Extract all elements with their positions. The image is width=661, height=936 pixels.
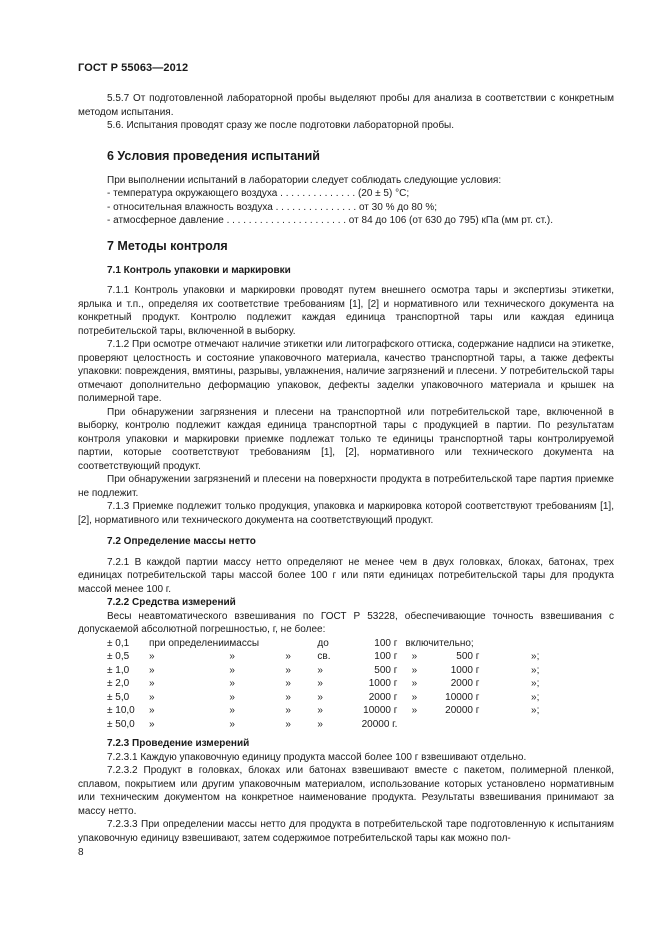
tolerance-cell: [431, 718, 479, 732]
tolerance-cell: »: [285, 651, 291, 662]
tolerance-cell: »: [229, 705, 235, 716]
tolerance-cell: 500 г: [374, 664, 398, 676]
tolerance-cell: 1000 г: [450, 664, 480, 676]
tolerance-cell: до: [317, 637, 329, 649]
paragraph-7-1-3: 7.1.3 Приемке подлежит только продукция, упаковка и маркировка которой соответствуют требованиям [1], [2], нормативного или технического документа на соответствующий продукт.: [78, 501, 614, 526]
tolerance-cell: »;: [531, 705, 540, 716]
tolerance-cell: ± 1,0: [107, 664, 130, 676]
paragraph-7-2-3-1: 7.2.3.1 Каждую упаковочную единицу продукта массой более 100 г взвешивают отдельно.: [107, 751, 527, 763]
tolerance-cell: »: [149, 691, 155, 703]
paragraph-7-1-2-c: При обнаружении загрязнений и плесени на поверхности продукта в потребительской таре партия приемке не подлежит.: [78, 474, 614, 499]
page-number: 8: [78, 847, 84, 858]
condition-humidity: - относительная влажность воздуха . . . . . . . . . . . . . . . от 30 % до 80 %;: [107, 201, 437, 213]
section-5-tail: [78, 92, 614, 133]
subsection-7-1-title: 7.1 Контроль упаковки и маркировки: [107, 264, 291, 276]
tolerance-cell: 2000 г: [450, 678, 480, 689]
paragraph-7-2-3-2: 7.2.3.2 Продукт в головках, блоках или батонах взвешивают вместе с пакетом, полимерной пленкой, сплавом, покрытием или другим упаковочным материалом, использование которых установлено нормативным или техническим документом на конкретное наименование продукта. Результаты взвешивания принимают за массу нетто.: [78, 765, 614, 817]
tolerance-cell: »: [317, 718, 323, 730]
tolerance-cell: »;: [531, 691, 540, 703]
tolerance-cell: при определении: [149, 637, 230, 649]
section-6: [78, 150, 614, 228]
tolerance-cell: »: [411, 664, 418, 676]
tolerance-cell: »: [411, 678, 418, 689]
document-code: ГОСТ Р 55063—2012: [78, 62, 189, 74]
tolerance-row: [107, 704, 543, 718]
tolerance-cell: »;: [531, 664, 540, 676]
tolerance-cell: массы: [229, 637, 260, 649]
tolerance-cell: 100 г: [374, 651, 398, 662]
tolerance-cell: »: [149, 678, 155, 689]
tolerance-cell: »: [285, 678, 291, 689]
tolerance-cell: »: [149, 664, 155, 676]
section-6-title: 6 Условия проведения испытаний: [107, 149, 320, 163]
tolerance-cell: »: [229, 678, 235, 689]
paragraph-7-2-1: 7.2.1 В каждой партии массу нетто определяют не менее чем в двух головках, блоках, батонах, трех единицах потребительской тары массой более 100 г или пяти единицах потребительской тары для продукта массой менее 100 г.: [78, 556, 614, 595]
tolerance-cell: 10000 г: [445, 691, 480, 703]
tolerance-cell: ± 2,0: [107, 678, 130, 689]
tolerance-table: [107, 637, 543, 732]
tolerance-row: [107, 650, 543, 664]
tolerance-cell: »: [317, 664, 323, 676]
tolerance-cell: 2000 г: [368, 691, 398, 703]
section-6-intro: При выполнении испытаний в лаборатории следует соблюдать следующие условия:: [107, 174, 502, 186]
tolerance-cell: ± 5,0: [107, 691, 130, 703]
subsection-7-2-title: 7.2 Определение массы нетто: [107, 536, 256, 547]
tolerance-cell: 500 г: [456, 651, 480, 662]
tolerance-cell: »: [285, 718, 291, 730]
subsection-7-2-2-title: 7.2.2 Средства измерений: [107, 597, 236, 608]
condition-temperature: - температура окружающего воздуха . . . . . . . . . . . . . . (20 ± 5) °С;: [107, 188, 410, 199]
tolerance-cell: »: [411, 705, 418, 716]
paragraph-7-1-1: 7.1.1 Контроль упаковки и маркировки проводят путем внешнего осмотра тары и экспертизы этикетки, ярлыка и т.п., определяя их соответствие требованиям [1], [2] и нормативного или технического документа на конкретный продукт. Контролю подлежит каждая единица транспортной тары или каждая единица потребительской тары, включенной в выборку.: [78, 285, 614, 337]
paragraph-5-6: 5.6. Испытания проводят сразу же после подготовки лабораторной пробы.: [107, 120, 455, 131]
paragraph-7-2-2: Весы неавтоматического взвешивания по ГОСТ Р 53228, обеспечивающие точность взвешивания с допускаемой абсолютной погрешностью, г, не более:: [78, 610, 614, 635]
tolerance-cell: ± 0,1: [107, 637, 130, 649]
section-7: [78, 240, 614, 845]
tolerance-cell: »: [285, 664, 291, 676]
subsection-7-2-3-title: 7.2.3 Проведение измерений: [107, 738, 250, 749]
tolerance-cell: 20000 г: [445, 705, 480, 716]
tolerance-cell: »: [411, 691, 418, 703]
tolerance-cell: »;: [531, 651, 540, 662]
tolerance-cell: »;: [531, 678, 540, 689]
paragraph-7-2-3-3: 7.2.3.3 При определении массы нетто для продукта в потребительской таре подготовленную к испытаниям упаковочную единицу взвешивают, затем содержимое потребительской тары как можно пол-: [78, 819, 614, 844]
tolerance-row: [107, 691, 543, 705]
tolerance-cell: ± 10,0: [107, 705, 135, 716]
paragraph-5-5-7: 5.5.7 От подготовленной лабораторной пробы выделяют пробы для анализа в соответствии с конкретным методом испытания.: [78, 93, 614, 118]
tolerance-row: [107, 664, 543, 678]
paragraph-7-1-2: 7.1.2 При осмотре отмечают наличие этикетки или литографского оттиска, содержание надписи на этикетке, проверяют целостность и состояние упаковочного материала, качество транспортной тары, а также дефекты упаковки: повреждения, вмятины, разрывы, увлажнения, наличие загрязнений и плесени. У потребительской тары отмечают дополнительно деформацию упаковок, дефекты заделки упаковочного материала и крышек на полимерной таре.: [78, 339, 614, 404]
tolerance-cell: 20000 г.: [361, 718, 398, 730]
tolerance-cell: »: [149, 718, 155, 730]
tolerance-cell: »: [229, 651, 235, 662]
tolerance-cell: »: [149, 651, 155, 662]
tolerance-cell: 1000 г: [368, 678, 398, 689]
tolerance-cell: 10000 г: [363, 705, 398, 716]
tolerance-cell: ± 50,0: [107, 718, 135, 730]
paragraph-7-1-2-b: При обнаружении загрязнения и плесени на транспортной или потребительской таре, включенной в выборку, контролю подлежит каждая единица транспортной тары с продукцией в партии. По результатам контроля упаковки и маркировки приемке подлежат только те единицы транспортной тары контролируемой партии, которые соответствуют требованиям [1], [2], нормативного или технического документа на соответствующий продукт.: [78, 406, 614, 472]
tolerance-row: [107, 718, 543, 732]
tolerance-cell: »: [285, 691, 291, 703]
tolerance-cell: [479, 718, 543, 732]
tolerance-cell: »: [317, 691, 323, 703]
tolerance-cell: »: [317, 678, 323, 689]
tolerance-cell: ± 0,5: [107, 651, 130, 662]
tolerance-cell: »: [229, 718, 235, 730]
condition-pressure: - атмосферное давление . . . . . . . . . . . . . . . . . . . . . . от 84 до 106 (от 630 до 795) кПа (мм рт. ст.).: [107, 215, 554, 226]
tolerance-cell: включительно;: [405, 637, 474, 649]
section-7-title: 7 Методы контроля: [107, 239, 228, 253]
tolerance-cell: »: [411, 651, 418, 662]
tolerance-row: [107, 677, 543, 691]
tolerance-cell: »: [317, 705, 323, 716]
tolerance-cell: »: [149, 705, 155, 716]
tolerance-cell: св.: [317, 651, 331, 662]
tolerance-cell: [285, 637, 317, 651]
tolerance-cell: [397, 718, 431, 732]
tolerance-cell: »: [229, 691, 235, 703]
tolerance-cell: »: [285, 705, 291, 716]
tolerance-cell: »: [229, 664, 235, 676]
tolerance-row: [107, 637, 543, 651]
tolerance-cell: 100 г: [374, 637, 398, 649]
